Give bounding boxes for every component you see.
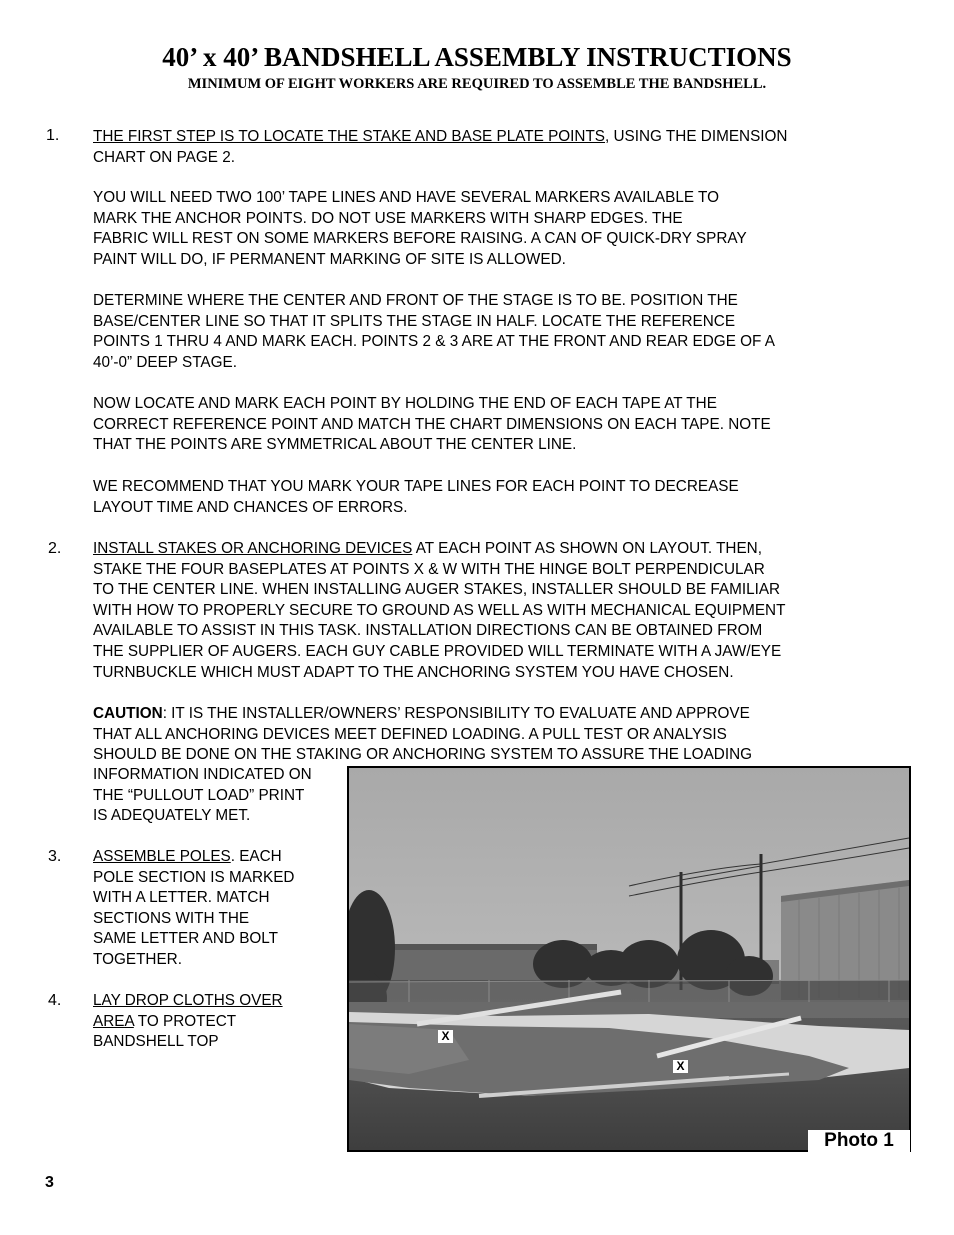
step-1-lead: THE FIRST STEP IS TO LOCATE THE STAKE AND BASE PLATE POINTS <box>93 128 606 145</box>
step-3-lead-rest: . EACH POLE SECTION IS MARKED WITH A LETTER. MATCH SECTIONS WITH THE SAME LETTER AND BOLT TOGETHER. <box>93 848 295 968</box>
step-2-number: 2. <box>48 540 62 557</box>
caution-paragraph <box>93 704 893 766</box>
page-subtitle: MINIMUM OF EIGHT WORKERS ARE REQUIRED TO ASSEMBLE THE BANDSHELL. <box>187 76 767 92</box>
step-1-lead-rest: , USING THE DIMENSION CHART ON PAGE 2. <box>93 128 788 166</box>
step-2-lead-rest: AT EACH POINT AS SHOWN ON LAYOUT. THEN, STAKE THE FOUR BASEPLATES AT POINTS X & W WITH THE HINGE BOLT PERPENDICULAR TO THE CENTER LINE. WHEN INSTALLING AUGER STAKES, INSTALLER SHOULD BE FAMILIAR WITH HOW TO PROPERLY SECURE TO GROUND AS WELL AS WITH MECHANICAL EQUIPMENT AVAILABLE TO ASSIST IN THIS TASK. INSTALLATION DIRECTIONS CAN BE OBTAINED FROM THE SUPPLIER OF AUGERS. EACH GUY CABLE PROVIDED WILL TERMINATE WITH A JAW/EYE TURNBUCKLE WHICH MUST ADAPT TO THE ANCHORING SYSTEM YOU HAVE CHOSEN. <box>93 540 786 681</box>
step-1-locate-paragraph: NOW LOCATE AND MARK EACH POINT BY HOLDING THE END OF EACH TAPE AT THE CORRECT REFERENCE POINT AND MATCH THE CHART DIMENSIONS ON EACH TAPE. NOTE THAT THE POINTS ARE SYMMETRICAL ABOUT THE CENTER LINE. <box>93 395 771 454</box>
step-4-number: 4. <box>48 992 62 1009</box>
step-2-lead: INSTALL STAKES OR ANCHORING DEVICES <box>93 540 413 557</box>
site-photo <box>347 766 911 1152</box>
step-1-number: 1. <box>46 127 60 144</box>
page-title: 40’ x 40’ BANDSHELL ASSEMBLY INSTRUCTIONS <box>162 42 792 72</box>
site-photo-image <box>349 768 909 1150</box>
step-1-tape-paragraph: YOU WILL NEED TWO 100’ TAPE LINES AND HAVE SEVERAL MARKERS AVAILABLE TO MARK THE ANCHOR POINTS. DO NOT USE MARKERS WITH SHARP EDGES. THE FABRIC WILL REST ON SOME MARKERS BEFORE RAISING. A CAN OF QUICK-DRY SPRAY PAINT WILL DO, IF PERMANENT MARKING OF SITE IS ALLOWED. <box>93 189 747 268</box>
step-3-paragraph <box>93 847 343 971</box>
page-number: 3 <box>45 1174 54 1191</box>
step-2-paragraph <box>93 539 893 683</box>
step-4-lead-rest: TO PROTECT BANDSHELL TOP <box>93 1012 237 1051</box>
step-1-recommend-paragraph: WE RECOMMEND THAT YOU MARK YOUR TAPE LINES FOR EACH POINT TO DECREASE LAYOUT TIME AND CHANCES OF ERRORS. <box>93 478 739 516</box>
caution-text: : IT IS THE INSTALLER/OWNERS’ RESPONSIBILITY TO EVALUATE AND APPROVE THAT ALL ANCHORING DEVICES MEET DEFINED LOADING. A PULL TEST OR ANALYSIS SHOULD BE DONE ON THE STAKING OR ANCHORING SYSTEM TO ASSURE THE LOADING <box>93 705 753 764</box>
caution-label: CAUTION <box>93 705 163 722</box>
step-4-paragraph <box>93 991 343 1053</box>
photo-marker-x-left: X <box>438 1030 453 1043</box>
step-1-center-paragraph: DETERMINE WHERE THE CENTER AND FRONT OF THE STAGE IS TO BE. POSITION THE BASE/CENTER LINE SO THAT IT SPLITS THE STAGE IN HALF. LOCATE THE REFERENCE POINTS 1 THRU 4 AND MARK EACH. POINTS 2 & 3 ARE AT THE FRONT AND REAR EDGE OF A 40’-0” DEEP STAGE. <box>93 292 776 371</box>
step-4-lead: LAY DROP CLOTHS OVER AREA <box>93 992 283 1030</box>
step-1-intro <box>93 127 893 168</box>
step-3-number: 3. <box>48 848 62 865</box>
photo-caption: Photo 1 <box>808 1130 910 1152</box>
step-3-lead: ASSEMBLE POLES <box>93 848 231 865</box>
photo-marker-x-right: X <box>673 1060 688 1073</box>
caution-continued: INFORMATION INDICATED ON THE “PULLOUT LOAD” PRINT IS ADEQUATELY MET. <box>93 766 312 825</box>
